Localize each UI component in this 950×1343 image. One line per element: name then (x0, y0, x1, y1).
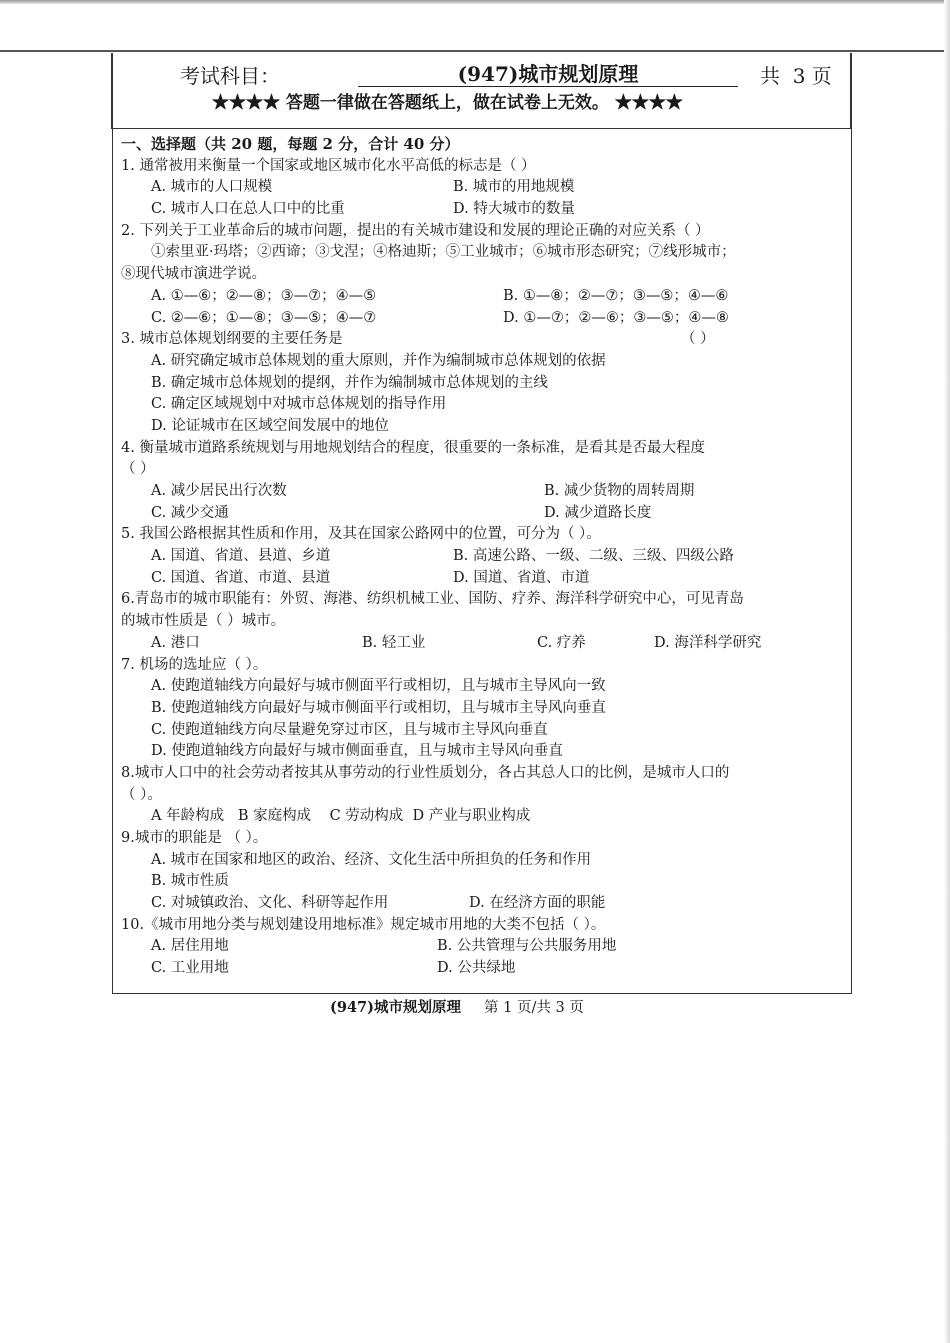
question-4-option-b: B. 减少货物的周转周期 (544, 483, 695, 499)
exam-content (121, 134, 851, 980)
question-1-options-row-2 (121, 199, 851, 221)
exam-header (112, 54, 852, 116)
box-right-rule (850, 53, 852, 129)
question-10-option-b: B. 公共管理与公共服务用地 (437, 938, 617, 955)
question-3-option-d: D. 论证城市在区域空间发展中的地位 (151, 417, 389, 434)
page-count: 共 3 页 (760, 64, 832, 88)
page-footer (330, 996, 584, 1017)
question-4-option-d: D. 减少道路长度 (544, 504, 652, 521)
footer-page-info: 第 1 页/共 3 页 (484, 1000, 584, 1016)
question-1-option-c: C. 城市人口在总人口中的比重 (151, 201, 345, 218)
question-2-options-row-1 (121, 286, 851, 308)
question-6-options-row (121, 633, 851, 655)
question-8-options: A 年龄构成 B 家庭构成 C 劳动构成 D 产业与职业构成 (151, 808, 531, 825)
question-4-options-row-2 (121, 503, 851, 525)
question-1-stem: 1. 通常被用来衡量一个国家或地区城市化水平高低的标志是（ ） (121, 157, 536, 174)
question-2-option-d: D. ①—⑦；②—⑥；③—⑤；④—⑧ (503, 309, 729, 326)
question-2-option-b: B. ①—⑧；②—⑦；③—⑤；④—⑥ (503, 287, 729, 304)
question-1-option-d: D. 特大城市的数量 (453, 201, 575, 218)
question-3-option-a: A. 研究确定城市总体规划的重大原则，并作为编制城市总体规划的依据 (151, 352, 606, 369)
question-9-option-d: D. 在经济方面的职能 (469, 895, 606, 912)
question-5-stem: 5. 我国公路根据其性质和作用，及其在国家公路网中的位置，可分为（ ）。 (121, 526, 601, 543)
question-6-option-a: A. 港口 (151, 634, 200, 651)
question-2-option-c: C. ②—⑥；①—⑧；③—⑤；④—⑦ (151, 309, 377, 326)
question-5-options-row-2 (121, 568, 851, 590)
question-9-option-c: C. 对城镇政治、文化、科研等起作用 (151, 895, 389, 912)
question-9-option-a: A. 城市在国家和地区的政治、经济、文化生活中所担负的任务和作用 (151, 851, 592, 868)
question-5-options-row-1 (121, 546, 851, 568)
question-3-paren: （ ） (681, 331, 715, 348)
question-9-stem: 9.城市的职能是 （ ）。 (121, 830, 268, 846)
section-title: 一、选择题（共 20 题，每题 2 分，合计 40 分） (121, 135, 460, 153)
question-5-option-c: C. 国道、省道、市道、县道 (151, 569, 331, 586)
question-2-stem: 2. 下列关于工业革命后的城市问题，提出的有关城市建设和发展的理论正确的对应关系（ ） (121, 222, 710, 239)
footer-subject: (947)城市规划原理 (330, 999, 461, 1016)
question-4-options-row-1 (121, 481, 851, 503)
question-7-option-d: D. 使跑道轴线方向最好与城市侧面垂直，且与城市主导风向垂直 (151, 743, 563, 760)
question-10-stem: 10.《城市用地分类与规划建设用地标准》规定城市用地的大类不包括（ ）。 (121, 916, 606, 933)
scan-edge-top (0, 0, 950, 4)
question-3-option-b: B. 确定城市总体规划的提纲，并作为编制城市总体规划的主线 (151, 374, 548, 391)
question-10-options-row-1 (121, 936, 851, 958)
question-3-stem-row (121, 329, 851, 351)
question-10-options-row-2 (121, 958, 851, 980)
question-2-options-row-2 (121, 308, 851, 330)
question-1-option-b: B. 城市的用地规模 (453, 179, 575, 196)
question-7-option-a: A. 使跑道轴线方向最好与城市侧面平行或相切，且与城市主导风向一致 (151, 678, 606, 695)
question-3-stem: 3. 城市总体规划纲要的主要任务是 (121, 331, 343, 348)
question-5-option-a: A. 国道、省道、县道、乡道 (151, 548, 331, 565)
question-6-option-d: D. 海洋科学研究 (654, 634, 762, 651)
question-4-option-c: C. 减少交通 (151, 504, 229, 521)
question-7-option-c: C. 使跑道轴线方向尽量避免穿过市区，且与城市主导风向垂直 (151, 721, 548, 738)
question-2-option-a: A. ①—⑥；②—⑧；③—⑦；④—⑤ (151, 287, 377, 304)
question-1-option-a: A. 城市的人口规模 (151, 179, 273, 196)
question-10-option-c: C. 工业用地 (151, 960, 229, 977)
question-3-option-c: C. 确定区域规划中对城市总体规划的指导作用 (151, 396, 447, 413)
question-6-stem: 6.青岛市的城市职能有：外贸、海港、纺织机械工业、国防、疗养、海洋科学研究中心，可见青岛 (121, 591, 744, 608)
question-8-line-2: （ ）。 (121, 786, 162, 803)
question-9-option-b: B. 城市性质 (151, 873, 229, 890)
question-10-option-a: A. 居住用地 (151, 938, 229, 955)
question-7-stem: 7. 机场的选址应（ ）。 (121, 656, 268, 673)
scan-edge-right (944, 0, 950, 1343)
question-6-option-b: B. 轻工业 (362, 634, 426, 651)
question-9-options-row (121, 893, 851, 915)
question-7-option-b: B. 使跑道轴线方向最好与城市侧面平行或相切，且与城市主导风向垂直 (151, 699, 606, 716)
subject-label: 考试科目： (180, 64, 280, 88)
question-4-stem: 4. 衡量城市道路系统规划与用地规划结合的程度，很重要的一条标准，是看其是否最大程度 (121, 439, 705, 456)
scan-top-rule (0, 50, 950, 52)
question-5-option-b: B. 高速公路、一级、二级、三级、四级公路 (453, 548, 734, 565)
question-2-line-3: ⑧现代城市演进学说。 (121, 266, 266, 283)
subject-row (180, 58, 832, 88)
question-6-line-2: 的城市性质是（ ）城市。 (121, 613, 286, 630)
question-2-line-2: ①索里亚·玛塔；②西谛；③戈涅；④格迪斯；⑤工业城市；⑥城市形态研究；⑦线形城市； (151, 244, 736, 261)
question-1-options-row-1 (121, 177, 851, 199)
question-6-option-c: C. 疗养 (537, 634, 586, 651)
answer-notice: ★★★★ 答题一律做在答题纸上，做在试卷上无效。 ★★★★ (212, 93, 683, 113)
question-5-option-d: D. 国道、省道、市道 (453, 569, 590, 586)
question-10-option-d: D. 公共绿地 (437, 960, 516, 977)
subject-value: (947)城市规划原理 (358, 58, 738, 87)
question-4-line-2: （ ） (121, 461, 155, 478)
question-4-option-a: A. 减少居民出行次数 (151, 483, 287, 499)
box-left-rule (111, 53, 113, 129)
question-8-stem: 8.城市人口中的社会劳动者按其从事劳动的行业性质划分，各占其总人口的比例，是城市人口的 (121, 764, 730, 781)
